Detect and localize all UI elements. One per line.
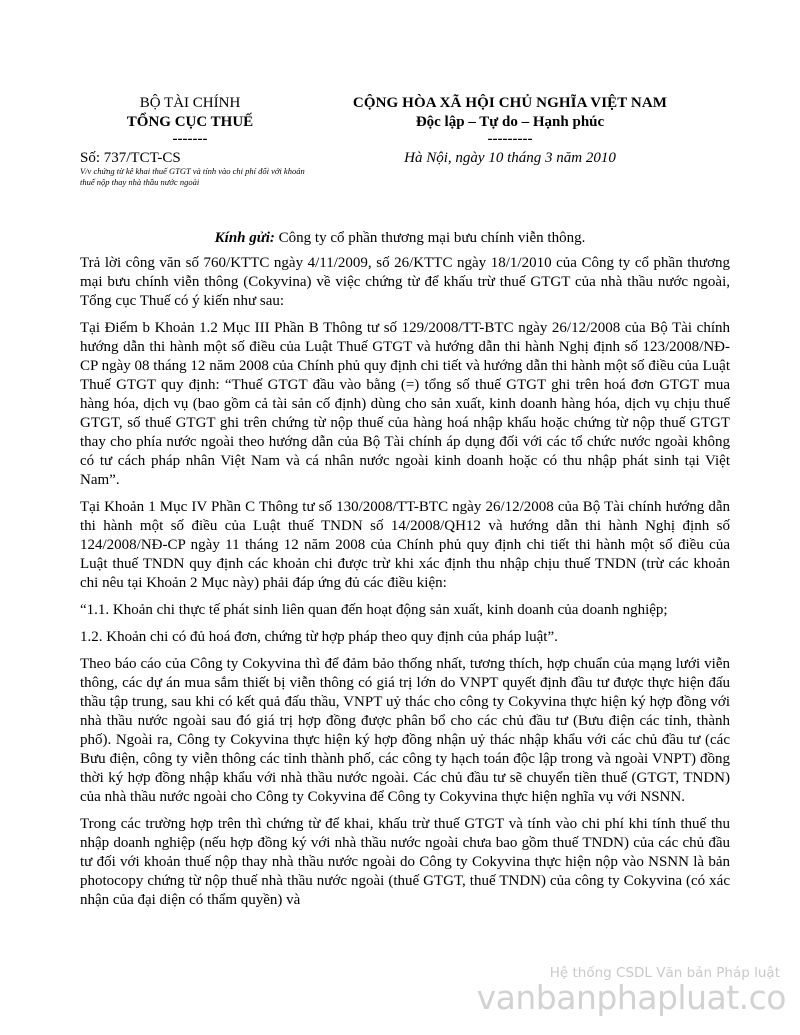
document-subject: V/v chứng từ kê khai thuế GTGT và tính vào chi phí đối với khoản thuế nộp thay nhà thầu nước ngoài	[80, 166, 305, 187]
ministry-name: BỘ TÀI CHÍNH	[139, 95, 241, 111]
recipient: Công ty cổ phần thương mại bưu chính viễn thông.	[278, 230, 586, 246]
paragraph-conclusion: Trong các trường hợp trên thì chứng từ để khai, khấu trừ thuế GTGT và tính vào chi phí khi tính thuế thu nhập doanh nghiệp (nếu hợp đồng ký với nhà thầu nước ngoài chưa bao gồm thuế TNDN) của các chủ đầu tư đối với khoản thuế nộp thay nhà thầu nước ngoài do Công ty Cokyvina thực hiện nộp vào NSNN là bản photocopy chứng từ nộp thuế nhà thầu nước ngoài (thuế GTGT, thuế TNDN) của công ty Cokyvina (có xác nhận của đại diện có thẩm quyền) và	[80, 816, 730, 908]
department-name: TỔNG CỤC THUẾ	[126, 114, 254, 130]
document-date: Hà Nội, ngày 10 tháng 3 năm 2010	[404, 150, 616, 166]
issuer-block	[80, 94, 300, 147]
document-body	[80, 254, 730, 918]
national-header	[300, 94, 720, 147]
document-number: Số: 737/TCT-CS	[80, 150, 181, 166]
right-separator: ---------	[487, 131, 533, 147]
left-separator: -------	[172, 131, 208, 147]
watermark-site: vanbanphapluat.co	[476, 978, 786, 1017]
nation-title: CỘNG HÒA XÃ HỘI CHỦ NGHĨA VIỆT NAM	[352, 95, 668, 111]
paragraph-reply: Trả lời công văn số 760/KTTC ngày 4/11/2009, số 26/KTTC ngày 18/1/2010 của Công ty cổ phần thương mại bưu chính viễn thông (Cokyvina) về việc chứng từ để khấu trừ thuế GTGT của nhà thầu nước ngoài, Tổng cục Thuế có ý kiến như sau:	[80, 255, 730, 309]
salutation-label: Kính gửi:	[214, 230, 275, 246]
paragraph-condition-2: 1.2. Khoản chi có đủ hoá đơn, chứng từ hợp pháp theo quy định của pháp luật”.	[80, 629, 558, 645]
watermark-caption: Hệ thống CSDL Văn bản Pháp luật	[549, 965, 780, 981]
paragraph-condition-1: “1.1. Khoản chi thực tế phát sinh liên quan đến hoạt động sản xuất, kinh doanh của doanh nghiệp;	[80, 602, 668, 618]
paragraph-company-report: Theo báo cáo của Công ty Cokyvina thì để đảm bảo thống nhất, tương thích, hợp chuẩn của mạng lưới viễn thông, các dự án mua sắm thiết bị viễn thông có giá trị lớn do VNPT quyết định đầu tư được thực hiện đấu thầu tập trung, sau khi có kết quả đấu thầu, VNPT uỷ thác cho công ty Cokyvina thực hiện ký hợp đồng với nhà thầu nước ngoài sau đó giá trị hợp đồng được phân bổ cho các chủ đầu tư (Bưu điện các tỉnh, thành phố). Ngoài ra, Công ty Cokyvina thực hiện ký hợp đồng nhận uỷ thác nhập khẩu với các chủ đầu tư (các Bưu điện, công ty viễn thông các tỉnh thành phố, các công ty hạch toán độc lập trong và ngoài VNPT) đồng thời ký hợp đồng nhập khẩu với nhà thầu nước ngoài. Các chủ đầu tư sẽ chuyển tiền thuế (GTGT, TNDN) của nhà thầu nước ngoài cho Công ty Cokyvina để Công ty Cokyvina thực hiện nghĩa vụ với NSNN.	[80, 656, 730, 805]
salutation	[0, 229, 800, 248]
national-motto: Độc lập – Tự do – Hạnh phúc	[415, 114, 605, 130]
paragraph-vat-regulation: Tại Điểm b Khoản 1.2 Mục III Phần B Thông tư số 129/2008/TT-BTC ngày 26/12/2008 của Bộ Tài chính hướng dẫn thi hành một số điều của Luật Thuế GTGT và hướng dẫn thi hành Nghị định số 123/2008/NĐ-CP ngày 08 tháng 12 năm 2008 của Chính phủ quy định chi tiết và hướng dẫn thi hành một số điều của Luật Thuế GTGT quy định: “Thuế GTGT đầu vào bằng (=) tổng số thuế GTGT ghi trên hoá đơn GTGT mua hàng hóa, dịch vụ (bao gồm cả tài sản cố định) dùng cho sản xuất, kinh doanh hàng hóa, dịch vụ chịu thuế GTGT, số thuế GTGT ghi trên chứng từ nộp thuế của hàng hoá nhập khẩu hoặc chứng từ nộp thuế GTGT thay cho phía nước ngoài theo hướng dẫn của Bộ Tài chính áp dụng đối với các tổ chức nước ngoài không có tư cách pháp nhân Việt Nam và cá nhân nước ngoài kinh doanh hoặc có thu nhập phát sinh tại Việt Nam”.	[80, 320, 730, 488]
paragraph-cit-regulation: Tại Khoản 1 Mục IV Phần C Thông tư số 130/2008/TT-BTC ngày 26/12/2008 của Bộ Tài chính hướng dẫn thi hành một số điều của Luật thuế TNDN số 14/2008/QH12 và hướng dẫn thi hành Nghị định số 124/2008/NĐ-CP ngày 11 tháng 12 năm 2008 của Chính phủ quy định chi tiết thi hành một số điều của Luật thuế TNDN quy định các khoản chi được trừ khi xác định thu nhập chịu thuế TNDN (trừ các khoản chi nêu tại Khoản 2 Mục này) phải đáp ứng đủ các điều kiện:	[80, 499, 730, 591]
